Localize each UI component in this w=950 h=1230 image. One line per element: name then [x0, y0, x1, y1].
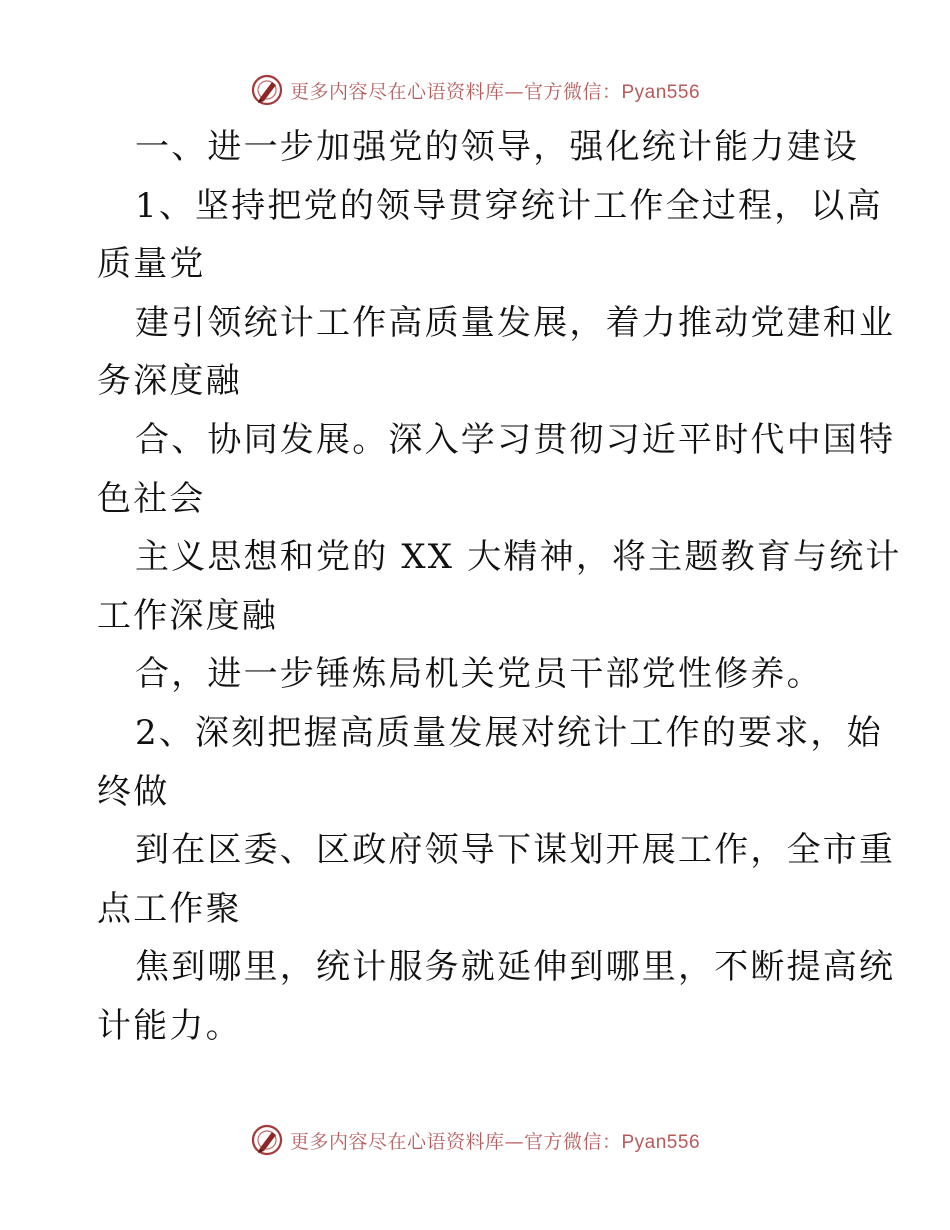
watermark-text [290, 1127, 700, 1154]
header-watermark [0, 70, 950, 110]
watermark-wechat-id: Pyan556 [621, 1131, 701, 1153]
watermark-text-cn: 更多内容尽在心语资料库—官方微信： [289, 80, 622, 103]
footer-watermark [0, 1120, 950, 1160]
watermark-text-cn: 更多内容尽在心语资料库—官方微信： [289, 1130, 622, 1153]
pen-circle-icon [250, 1123, 284, 1157]
paragraph-line: 终做 [97, 771, 170, 812]
paragraph-line: 建引领统计工作高质量发展，着力推动党建和业 [135, 302, 896, 343]
paragraph-line: 合，进一步锤炼局机关党员干部党性修养。 [135, 654, 823, 695]
document-body [97, 118, 902, 1056]
paragraph-line: 到在区委、区政府领导下谋划开展工作，全市重 [135, 830, 896, 871]
paragraph-line: 2、深刻把握高质量发展对统计工作的要求，始 [135, 712, 883, 753]
paragraph-line: 焦到哪里，统计服务就延伸到哪里，不断提高统 [135, 947, 896, 988]
paragraph-line: 务深度融 [97, 361, 242, 402]
paragraph-line: 主义思想和党的 XX 大精神，将主题教育与统计 [135, 537, 902, 578]
watermark-text [290, 77, 700, 104]
paragraph-line: 点工作聚 [97, 888, 242, 929]
paragraph-line: 工作深度融 [97, 595, 278, 636]
paragraph-line: 1、坚持把党的领导贯穿统计工作全过程，以高 [135, 185, 883, 226]
paragraph-line: 质量党 [97, 244, 206, 285]
section-heading: 一、进一步加强党的领导，强化统计能力建设 [135, 127, 859, 167]
pen-circle-icon [250, 73, 284, 107]
watermark-wechat-id: Pyan556 [621, 81, 701, 103]
paragraph-line: 计能力。 [97, 1005, 242, 1046]
paragraph-line: 色社会 [97, 478, 206, 519]
paragraph-line: 合、协同发展。深入学习贯彻习近平时代中国特 [135, 419, 896, 460]
